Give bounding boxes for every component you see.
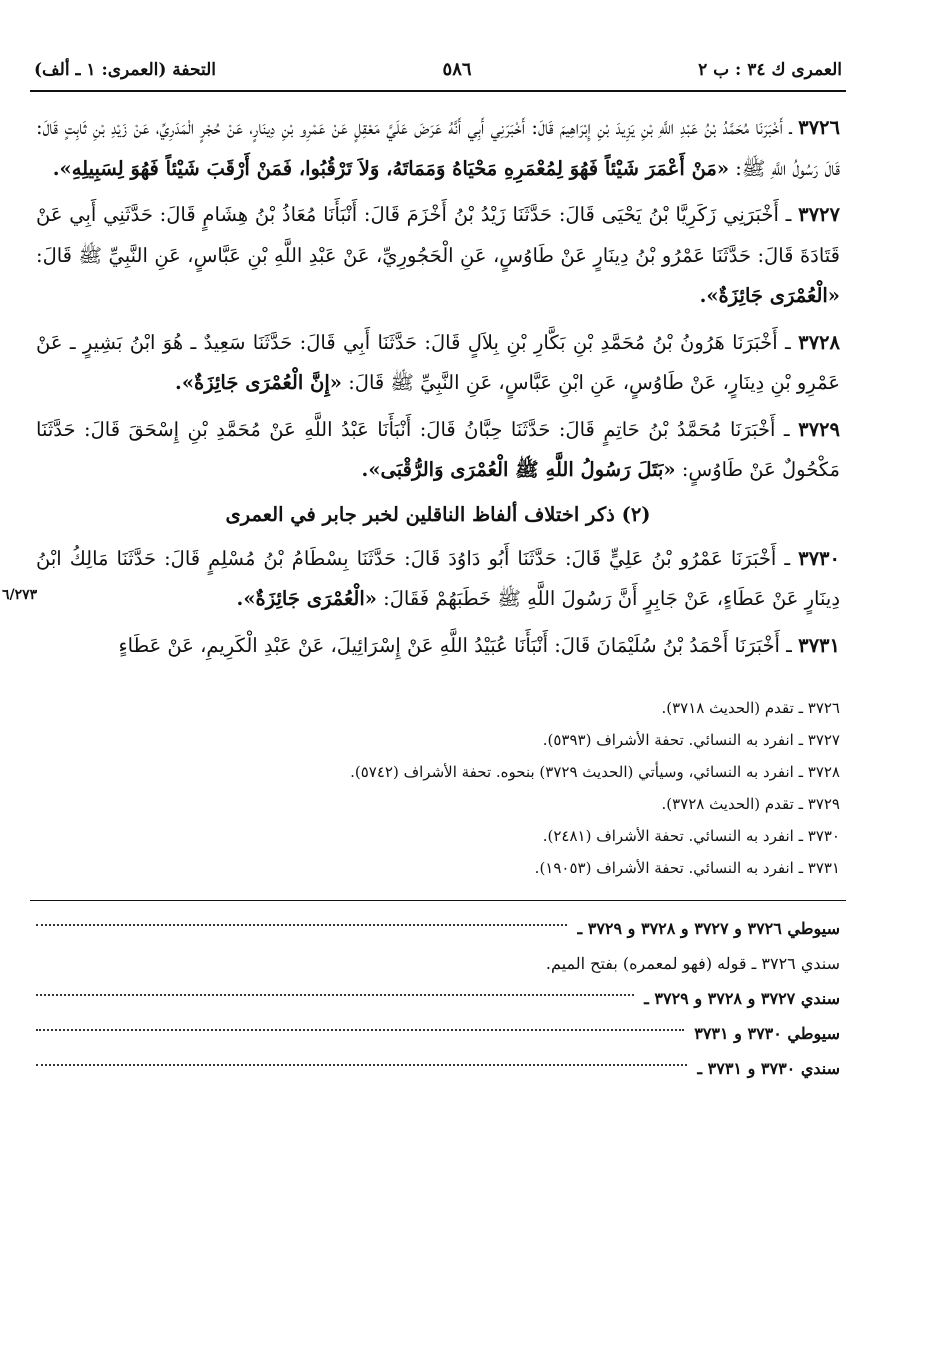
main-text — [2, 108, 846, 666]
hadith-3730 — [2, 539, 846, 620]
hadith-quote: «مَنْ أَعْمَرَ شَيْئاً فَهُوَ لِمُعْمَرِهِ مَحْيَاهُ وَمَمَاتَهُ، وَلاَ تَرْقُبُوا، فَمَنْ أَرْقَبَ شَيْئاً فَهُوَ لِسَبِيلِهِ». — [52, 156, 730, 180]
hadith-number: ٣٧٢٩ — [798, 417, 840, 441]
page — [2, 50, 846, 1086]
commentary-ref — [30, 946, 840, 981]
hadith-3731 — [30, 626, 846, 667]
header-left: التحفة (العمرى: ١ ـ ألف) — [34, 60, 217, 80]
commentary-ref-text: سيوطي ٣٧٢٦ و ٣٧٢٧ و ٣٧٢٨ و ٣٧٢٩ ـ — [577, 919, 840, 938]
hadith-number: ٣٧٣٠ — [798, 546, 841, 570]
hadith-number: ٣٧٢٦ — [798, 116, 840, 139]
hadith-text: ـ أَخْبَرَنَا عَمْرُو بْنُ عَلِيٍّ قَالَ: حَدَّثَنَا أَبُو دَاوُدَ قَالَ: حَدَّثَنَا بِسْطَامُ بْنُ مُسْلِمٍ قَالَ: حَدَّثَنَا مَالِكُ ابْنُ دِينَارٍ عَنْ عَطَاءٍ، عَنْ جَابِرٍ أَنَّ رَسُولَ اللَّهِ ﷺ خَطَبَهُمْ فَقَالَ: — [36, 546, 840, 610]
footnote: ٣٧٢٧ ـ انفرد به النسائي. تحفة الأشراف (٥٣٩٣). — [542, 731, 840, 749]
commentary-ref — [30, 1051, 840, 1086]
hadith-text: ـ أَخْبَرَنَا مُحَمَّدُ بْنُ حَاتِمٍ قَالَ: حَدَّثَنَا حِبَّانُ قَالَ: أَنْبَأَنَا عَبْدُ اللَّهِ عَنْ مُحَمَّدِ بْنِ إِسْحَقَ قَالَ: حَدَّثَنَا مَكْحُولٌ عَنْ طَاوُسٍ: — [36, 417, 840, 481]
page-number: ٥٨٦ — [442, 59, 472, 80]
footnote: ٣٧٣٠ ـ انفرد به النسائي. تحفة الأشراف (٢٤٨١). — [542, 827, 840, 845]
leader-dots — [36, 1063, 687, 1066]
section-title: (٢) ذكر اختلاف ألفاظ الناقلين لخبر جابر في العمرى — [225, 502, 651, 526]
header-right: العمرى ك ٣٤ : ب ٢ — [698, 60, 842, 80]
hadith-number: ٣٧٢٧ — [798, 203, 840, 226]
hadith-quote: «الْعُمْرَى جَائِزَةٌ». — [699, 284, 840, 307]
commentary-ref-text: سيوطي ٣٧٣٠ و ٣٧٣١ — [694, 1024, 840, 1043]
hadith-text: ـ أَخْبَرَنَا مُحَمَّدُ بْنُ عَبْدِ اللَّهِ بْنِ يَزِيدَ بْنِ إِبْرَاهِيمَ قَالَ: أَخْبَرَنِي أَبِي أَنَّهُ عَرَضَ عَلَيَّ مَعْقِلٍ عَنْ عَمْرِو بْنِ دِينَارٍ، عَنْ حُجْرٍ الْمَدَرِيِّ، عَنْ زَيْدِ بْنِ ثَابِتٍ قَالَ: قَالَ رَسُولُ اللَّهِ ﷺ: — [36, 116, 840, 180]
hadith-quote: «إِنَّ الْعُمْرَى جَائِزَةٌ». — [175, 371, 342, 394]
footnote-rule — [30, 900, 846, 901]
footnote: ٣٧٢٨ ـ انفرد به النسائي، وسيأتي (الحديث ٣٧٢٩) بنحوه. تحفة الأشراف (٥٧٤٢). — [350, 763, 840, 781]
hadith-number: ٣٧٣١ — [798, 633, 840, 657]
hadith-quote: «بَتَلَ رَسُولُ اللَّهِ ﷺ الْعُمْرَى وَالرُّقْبَى». — [361, 458, 676, 481]
hadith-text: ـ أَخْبَرَنِي زَكَرِيَّا بْنُ يَحْيَى قَالَ: حَدَّثَنَا زَيْدُ بْنُ أَخْزَمَ قَالَ: أَنْبَأَنَا مُعَاذُ بْنُ هِشَامٍ قَالَ: حَدَّثَنِي أَبِي عَنْ قَتَادَةَ قَالَ: حَدَّثَنَا عَمْرُو بْنُ دِينَارٍ عَنْ طَاوُسٍ، عَنِ الْحَجُورِيِّ، عَنْ عَبْدِ اللَّهِ بْنِ عَبَّاسٍ، عَنِ النَّبِيِّ ﷺ قَالَ: — [36, 203, 840, 267]
commentary-ref — [30, 981, 840, 1016]
footnotes — [30, 692, 846, 884]
commentary-ref — [30, 1016, 840, 1051]
margin-reference: ٦/٢٧٣ — [2, 587, 38, 603]
hadith-3729 — [30, 410, 846, 491]
leader-dots — [36, 923, 567, 926]
hadith-3728 — [30, 323, 846, 404]
commentary-ref-text: سندي ٣٧٢٧ و ٣٧٢٨ و ٣٧٢٩ ـ — [644, 989, 840, 1008]
header-rule — [30, 90, 846, 92]
commentary-ref-text: سندي ٣٧٢٦ ـ قوله (فهو لمعمره) بفتح الميم. — [545, 954, 840, 973]
footnote: ٣٧٢٩ ـ تقدم (الحديث ٣٧٢٨). — [661, 795, 840, 813]
hadith-3726 — [30, 108, 846, 189]
footnote: ٣٧٢٦ ـ تقدم (الحديث ٣٧١٨). — [661, 699, 840, 717]
commentary-ref-text: سندي ٣٧٣٠ و ٣٧٣١ ـ — [697, 1059, 840, 1078]
commentary-refs — [30, 911, 846, 1086]
hadith-text: ـ أَخْبَرَنَا هَرُونُ بْنُ مُحَمَّدِ بْنِ بَكَّارِ بْنِ بِلاَلٍ قَالَ: حَدَّثَنَا أَبِي قَالَ: حَدَّثَنَا سَعِيدٌ ـ هُوَ ابْنُ بَشِيرٍ ـ عَنْ عَمْرِو بْنِ دِينَارٍ، عَنْ طَاوُسٍ، عَنِ ابْنِ عَبَّاسٍ، عَنِ النَّبِيِّ ﷺ قَالَ: — [36, 330, 840, 394]
footnote: ٣٧٣١ ـ انفرد به النسائي. تحفة الأشراف (١٩٠٥٣). — [534, 859, 840, 877]
hadith-number: ٣٧٢٨ — [798, 330, 840, 354]
hadith-3727 — [30, 195, 846, 317]
commentary-ref — [30, 911, 840, 946]
hadith-quote: «الْعُمْرَى جَائِزَةٌ». — [236, 587, 377, 610]
leader-dots — [36, 993, 634, 996]
hadith-text: ـ أَخْبَرَنَا أَحْمَدُ بْنُ سُلَيْمَانَ قَالَ: أَنْبَأَنَا عُبَيْدُ اللَّهِ عَنْ إِسْرَائِيلَ، عَنْ عَبْدِ الْكَرِيمِ، عَنْ عَطَاءٍ — [118, 633, 792, 657]
page-header — [30, 50, 846, 80]
leader-dots — [36, 1028, 684, 1031]
